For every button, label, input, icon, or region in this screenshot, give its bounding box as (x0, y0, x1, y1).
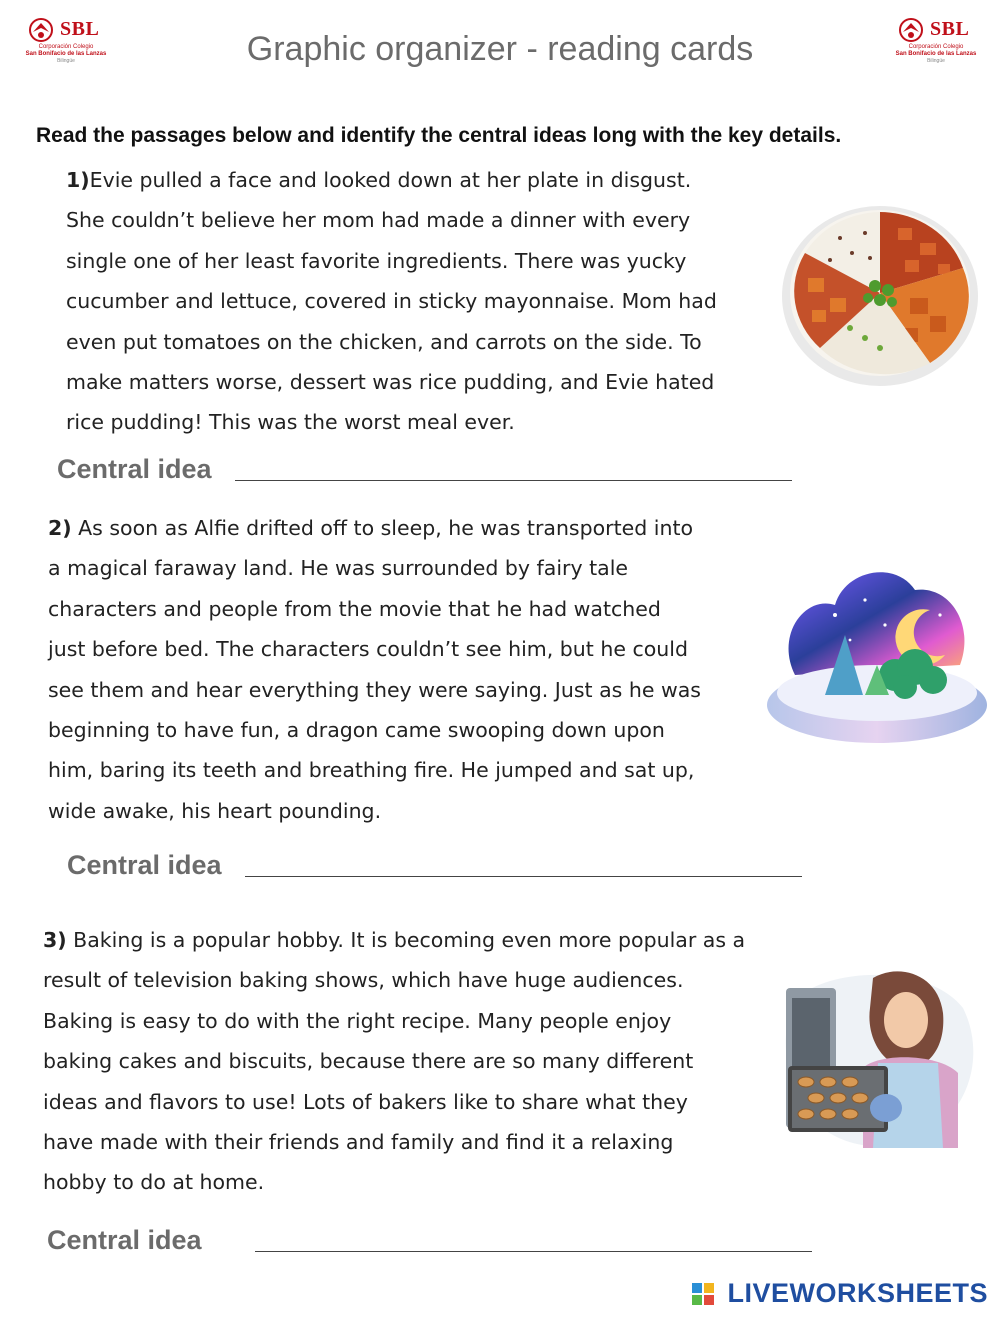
passage-1 (66, 160, 776, 443)
passage-line: result of television baking shows, which have huge audiences. (43, 968, 684, 993)
passage-line: make matters worse, dessert was rice pudding, and Evie hated (66, 370, 715, 395)
passage-number: 2) (48, 516, 72, 540)
passage-line: single one of her least favorite ingredients. There was yucky (66, 248, 687, 273)
central-idea-line-1[interactable] (235, 480, 792, 481)
central-idea-label-1: Central idea (57, 454, 212, 484)
passage-line: even put tomatoes on the chicken, and carrots on the side. To (66, 329, 702, 354)
liveworksheets-brand[interactable]: LIVEWORKSHEETS (727, 1278, 988, 1308)
passage-line: baking cakes and biscuits, because there are so many different (43, 1049, 694, 1074)
passage-line: wide awake, his heart pounding. (48, 798, 382, 823)
passage-line: a magical faraway land. He was surrounded by fairy tale (48, 556, 628, 581)
passage-line: hobby to do at home. (43, 1170, 265, 1195)
passage-line: cucumber and lettuce, covered in sticky mayonnaise. Mom had (66, 289, 717, 314)
baker-image (778, 958, 978, 1153)
passage-line: She couldn’t believe her mom had made a dinner with every (66, 208, 691, 233)
central-idea-line-2[interactable] (245, 876, 802, 877)
passage-3 (43, 920, 803, 1203)
passage-line: 1)Evie pulled a face and looked down at her plate in disgust. (66, 168, 692, 192)
passage-2 (48, 508, 768, 831)
logo-emblem-icon (896, 18, 926, 44)
logo-line-3: Bilingüe (927, 58, 945, 64)
central-idea-line-3[interactable] (255, 1251, 812, 1252)
passage-line: just before bed. The characters couldn’t see him, but he could (48, 637, 688, 662)
passage-number: 3) (43, 928, 67, 952)
logo-word: SBL (60, 18, 100, 40)
passage-line: beginning to have fun, a dragon came swooping down upon (48, 718, 665, 743)
instruction-text: Read the passages below and identify the central ideas long with the key details. (36, 124, 842, 147)
dream-cloud-image (765, 555, 990, 750)
logo-word: SBL (930, 18, 970, 40)
passage-line: have made with their friends and family and find it a relaxing (43, 1130, 674, 1155)
passage-line: Baking is easy to do with the right recipe. Many people enjoy (43, 1008, 672, 1033)
passage-line: 2) As soon as Alfie drifted off to sleep, he was transported into (48, 516, 694, 540)
logo-line-2: San Bonifacio de las Lanzas (25, 51, 107, 57)
logo-line-1: Corporación Colegio (38, 44, 94, 50)
food-bowl-image (780, 198, 980, 388)
central-idea-label-2: Central idea (67, 850, 222, 880)
passage-line: rice pudding! This was the worst meal ever. (66, 410, 515, 435)
passage-number: 1) (66, 168, 90, 192)
passage-line: 3) Baking is a popular hobby. It is becoming even more popular as a (43, 928, 746, 952)
passage-line: ideas and flavors to use! Lots of bakers like to share what they (43, 1089, 688, 1114)
passage-line: see them and hear everything they were saying. Just as he was (48, 677, 701, 702)
passage-line: characters and people from the movie that he had watched (48, 596, 661, 621)
page-title: Graphic organizer - reading cards (246, 30, 754, 68)
school-logo-right (892, 16, 982, 68)
liveworksheets-logo-icon (692, 1283, 714, 1305)
central-idea-label-3: Central idea (47, 1225, 202, 1255)
logo-line-1: Corporación Colegio (908, 44, 964, 50)
logo-line-3: Bilingüe (57, 58, 75, 64)
passage-line: him, baring its teeth and breathing fire. He jumped and sat up, (48, 758, 695, 783)
logo-line-2: San Bonifacio de las Lanzas (895, 51, 977, 57)
